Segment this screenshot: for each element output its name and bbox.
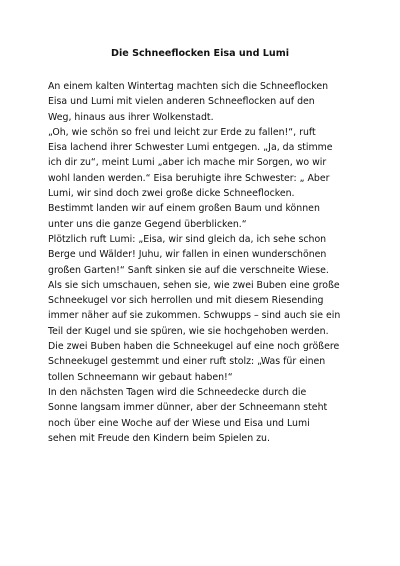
story-line: immer näher auf sie zukommen. Schwupps – sind auch sie ein [48, 310, 341, 322]
story-line: Als sie sich umschauen, sehen sie, wie zwei Buben eine große [48, 279, 340, 291]
story-line: ich dir zu“, meint Lumi „aber ich mache mir Sorgen, wo wir [48, 157, 327, 169]
story-line: Schneekugel vor sich herrollen und mit diesem Riesending [48, 295, 324, 307]
story-line: Eisa und Lumi mit vielen anderen Schneeflocken auf den [48, 96, 315, 108]
story-line: Bestimmt landen wir auf einem großen Baum und können [48, 203, 320, 215]
story-line: Schneekugel gestemmt und einer ruft stolz: „Was für einen [48, 356, 326, 368]
story-line: Eisa lachend ihrer Schwester Lumi entgegen. „Ja, da stimme [48, 142, 333, 154]
story-line: An einem kalten Wintertag machten sich die Schneeflocken [48, 81, 329, 92]
story-line: „Oh, wie schön so frei und leicht zur Erde zu fallen!“, ruft [48, 126, 316, 138]
story-body [48, 79, 368, 446]
story-line: Sonne langsam immer dünner, aber der Schneemann steht [48, 402, 328, 414]
story-line: In den nächsten Tagen wird die Schneedecke durch die [48, 386, 307, 398]
story-line: unter uns die ganze Gegend überblicken.“ [48, 218, 247, 230]
story-line: Weg, hinaus aus ihrer Wolkenstadt. [48, 111, 214, 123]
story-line: noch über eine Woche auf der Wiese und Eisa und Lumi [48, 417, 310, 429]
story-title: Die Schneeflocken Eisa und Lumi [110, 48, 290, 59]
story-line: wohl landen werden.“ Eisa beruhigte ihre Schwester: „ Aber [48, 172, 330, 184]
story-line: Berge und Wälder! Juhu, wir fallen in einen wunderschönen [48, 249, 327, 261]
story-line: Die zwei Buben haben die Schneekugel auf eine noch größere [48, 341, 340, 353]
story-line: sehen mit Freude den Kindern beim Spielen zu. [48, 432, 270, 444]
story-line: Plötzlich ruft Lumi: „Eisa, wir sind gleich da, ich sehe schon [48, 233, 327, 245]
story-line: großen Garten!“ Sanft sinken sie auf die verschneite Wiese. [48, 264, 329, 276]
story-line: tollen Schneemann wir gebaut haben!“ [48, 371, 233, 383]
story-line: Teil der Kugel und sie spüren, wie sie hochgehoben werden. [48, 325, 329, 337]
story-line: Lumi, wir sind doch zwei große dicke Schneeflocken. [48, 188, 295, 200]
